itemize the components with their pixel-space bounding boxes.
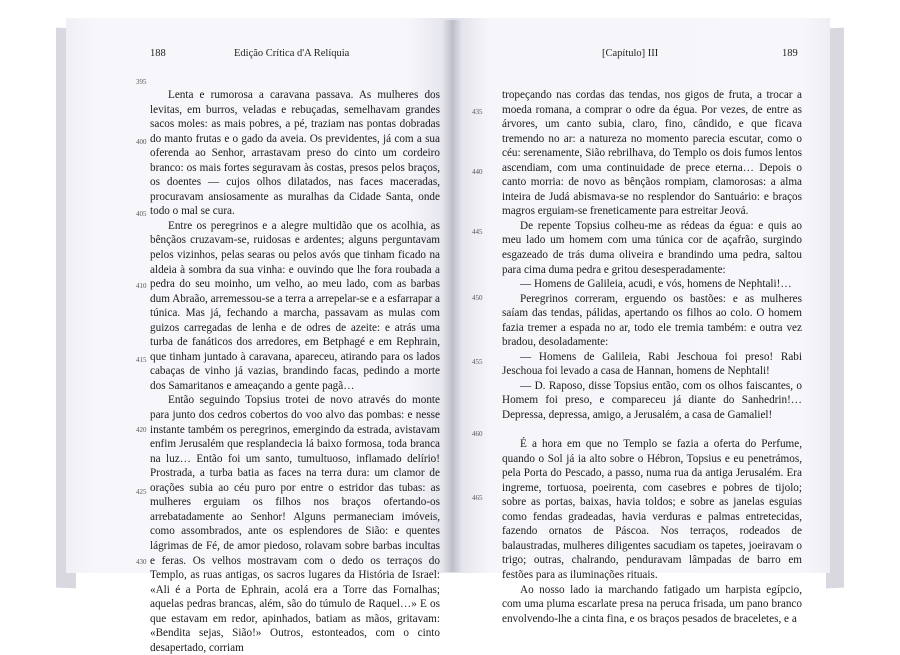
line-number: 425 — [136, 488, 147, 496]
line-number: 440 — [472, 168, 483, 176]
dialogue-line: — Homens de Galileia, Rabi Jeschoua foi preso! Rabi Jeschoua foi levado a casa de Hannan, homens de Nephtali! — [502, 350, 802, 378]
line-number: 465 — [472, 494, 483, 502]
line-number: 405 — [136, 210, 147, 218]
dialogue-line: — D. Raposo, disse Topsius então, com os olhos faiscantes, o Homem foi preso, e compareceu já diante do Sanhedrin!… Depressa, depressa, amigo, a Jerusalém, a casa de Gamaliel! — [502, 379, 802, 422]
line-number: 435 — [472, 108, 483, 116]
line-number: 415 — [136, 356, 147, 364]
line-number: 450 — [472, 294, 483, 302]
line-number: 400 — [136, 138, 147, 146]
paragraph: Ao nosso lado ia marchando fatigado um harpista egípcio, com uma pluma escarlate presa na peruca frisada, um pano branco envolvendo-lhe a cinta fina, e os braços pesados de braceletes, e a — [502, 583, 802, 625]
left-page-number: 188 — [150, 48, 166, 59]
right-page — [452, 18, 830, 625]
right-running-head: [Capítulo] III — [602, 48, 659, 59]
line-number: 395 — [136, 78, 147, 86]
paragraph: Então seguindo Topsius trotei de novo através do monte para junto dos cedros cobertos do voo alvo das pombas: e nesse instante também os peregrinos, emergindo da estrada, avistavam enfim Jerusalém que resplandecia lá baixo formosa, toda branca na luz… Então foi um santo, tumultuoso, inflamado delírio! Prostrada, a turba batia as faces na terra dura: um clamor de orações subia ao céu puro por entre o estridor das tubas: as mulheres erguiam os filhos nos braços ofertando-os arrebatadamente ao Senhor! Alguns permaneciam imóveis, como assombrados, ante os esplendores de Sião: e quentes lágrimas de Fé, de amor piedoso, rolavam sobre barbas incultas e feras. Os velhos mostravam com o dedo os terraços do Templo, as ruas antigas, os sacros lugares da História de Israel: «Ali é a Porta de Ephrain, acolá era a Torre das Fornalhas; aquelas pedras brancas, além, são do túmulo de Raquel…» E os que estavam em redor, apinhados, batiam as mãos, gritavam: «Bendita sejas, Sião!» Outros, estonteados, com o cinto desapertado, corriam — [150, 394, 440, 654]
line-number: 460 — [472, 430, 483, 438]
paragraph: Peregrinos correram, erguendo os bastões: e as mulheres saíam das tendas, pálidas, apertando os filhos ao colo. O homem fazia tremer a espada no ar, todo ele tremia também: e outra vez bradou, desoladamente: — [502, 292, 802, 349]
line-number: 430 — [136, 558, 147, 566]
left-page-text — [150, 88, 440, 655]
paragraph: Entre os peregrinos e a alegre multidão que os acolhia, as bênçãos cruzavam-se, ruidosas e ardentes; alguns perguntavam pelos vizinhos, pelas searas ou pelos avós que tinham ficado na aldeia à sombra da sua vinha: e ouvindo que lhe fora roubada a pedra do seu moinho, um velho, ao meu lado, com as barbas dum Abraão, arremessou-se a terra a arrepelar-se e a esfarrapar a túnica. Mas já, fechando a marcha, passavam as mulas com guizos carregadas de lenha e de odres de azeite: e atrás uma turba de fanáticos dos arredores, em Betphagé e em Rephrain, que tinham juntado à caravana, apareceu, atirando para os lados cabaças de vinho já vazias, brandindo facas, pedindo a morte dos Samaritanos e ameaçando a gente pagã… — [150, 219, 440, 392]
paragraph: Lenta e rumorosa a caravana passava. As mulheres dos levitas, em burros, veladas e rebuçadas, semelhavam grandes sacos moles: as mais pobres, a pé, traziam nas pontas dobradas do manto frutas e o gado da aveia. Os previdentes, já com a sua oferenda ao Senhor, arrastavam preso do cinto um cordeiro branco: os mais fortes seguravam às costas, presos pelos braços, os doentes — cujos olhos dilatados, nas faces maceradas, procuravam ansiosamente as muralhas da Cidade Santa, onde todo o mal se cura. — [150, 89, 440, 218]
left-page — [66, 18, 452, 654]
dialogue-line: — Homens de Galileia, acudi, e vós, homens de Nephtali!… — [520, 278, 792, 291]
line-number: 410 — [136, 282, 147, 290]
line-number: 420 — [136, 426, 147, 434]
paragraph: É a hora em que no Templo se fazia a oferta do Perfume, quando o Sol já ia alto sobre o Hébron, Topsius e eu penetrámos, pela Porta do Pescado, a passo, numa rua da antiga Jerusalém. Era ingreme, tortuosa, poeirenta, com casebres e pobres de tijolo; sobre as portas, baixas, havia toldos; e sobre as janelas esguias como fendas gradeadas, havia verduras e palmas entretecidas, fazendo ornatos de Páscoa. Nos terraços, rodeados de balaustradas, mulheres diligentes sacudiam os tapetes, joeiravam o trigo; outras, chalrando, penduravam lâmpadas de barro em festões para as iluminações rituais. — [502, 438, 802, 581]
left-running-head: Edição Crítica d'A Relíquia — [234, 48, 350, 59]
line-number: 455 — [472, 358, 483, 366]
right-page-number: 189 — [782, 48, 798, 59]
paragraph: tropeçando nas cordas das tendas, nos gigos de fruta, a trocar a moeda romana, a comprar o odre da égua. Por vezes, de entre as árvores, um canto subia, claro, fino, cândido, e que ficava tremendo no ar: a natureza no momento parecia escutar, como o céu: serenamente, Sião rebrilhava, do Templo os dois fumos lentos ascendiam, com uma continuidade de prece eterna… Depois o canto morria: de novo as bênçãos rompiam, clamorosas: a alma inteira de Judá abismava-se no resplendor do Santuário: e braços magros erguiam-se freneticamente para estreitar Jeová. — [502, 89, 802, 218]
book-gutter — [442, 20, 462, 572]
line-number: 445 — [472, 228, 483, 236]
section-break — [502, 423, 802, 438]
right-page-text — [502, 88, 802, 626]
paragraph: De repente Topsius colheu-me as rédeas da égua: e quis ao meu lado um homem com uma túnica cor de açafrão, surgindo esgazeado de trás duma oliveira e brandindo uma pedra, saltou para cima duma pedra e gritou desesperadamente: — [502, 219, 802, 276]
